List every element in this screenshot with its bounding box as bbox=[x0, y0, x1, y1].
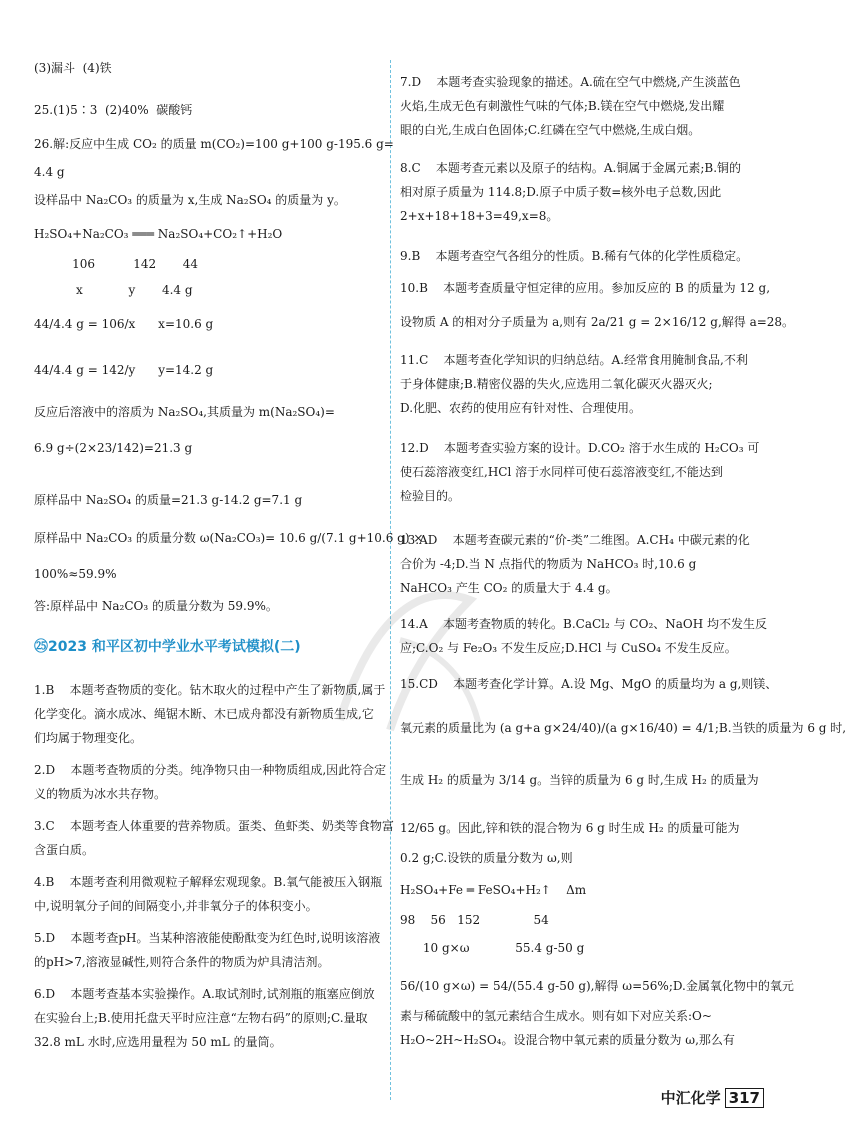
answer-line: 6.D 本题考查基本实验操作。A.取试剂时,试剂瓶的瓶塞应倒放 bbox=[34, 987, 375, 1001]
answer-line: 11.C 本题考查化学知识的归纳总结。A.经常食用腌制食品,不利 bbox=[400, 353, 748, 367]
answer-line: 火焰,生成无色有刺激性气味的气体;B.镁在空气中燃烧,发出耀 bbox=[400, 99, 725, 113]
answer-line: 8.C 本题考查元素以及原子的结构。A.铜属于金属元素;B.铜的 bbox=[400, 161, 742, 175]
answer-line: 原样品中 Na₂CO₃ 的质量分数 ω(Na₂CO₃)= 10.6 g/(7.1 g+10.6 g) × bbox=[34, 531, 424, 545]
brand-name: 中汇化学 bbox=[660, 1089, 721, 1107]
answer-line: 0.2 g;C.设铁的质量分数为 ω,则 bbox=[400, 851, 573, 865]
answer-line: 生成 H₂ 的质量为 3/14 g。当锌的质量为 6 g 时,生成 H₂ 的质量为 bbox=[400, 773, 759, 787]
answer-line: 化学变化。滴水成冰、绳锯木断、木已成舟都没有新物质生成,它 bbox=[34, 707, 374, 721]
answer-line: 9.B 本题考查空气各组分的性质。B.稀有气体的化学性质稳定。 bbox=[400, 249, 749, 263]
equation-line: x y 4.4 g bbox=[34, 283, 193, 297]
answer-line: 眼的白光,生成白色固体;C.红磷在空气中燃烧,生成白烟。 bbox=[400, 123, 701, 137]
answer-line: 14.A 本题考查物质的转化。B.CaCl₂ 与 CO₂、NaOH 均不发生反 bbox=[400, 617, 768, 631]
answer-line: 15.CD 本题考查化学计算。A.设 Mg、MgO 的质量均为 a g,则镁、 bbox=[400, 677, 778, 691]
answer-line: 12.D 本题考查实验方案的设计。D.CO₂ 溶于水生成的 H₂CO₃ 可 bbox=[400, 441, 760, 455]
answer-line: 素与稀硫酸中的氢元素结合生成水。则有如下对应关系:O~ bbox=[400, 1009, 712, 1023]
answer-line: 相对原子质量为 114.8;D.原子中质子数=核外电子总数,因此 bbox=[400, 185, 722, 199]
answer-line: 3.C 本题考查人体重要的营养物质。蛋类、鱼虾类、奶类等食物富 bbox=[34, 819, 394, 833]
answer-line: 7.D 本题考查实验现象的描述。A.硫在空气中燃烧,产生淡蓝色 bbox=[400, 75, 741, 89]
answer-line: 25.(1)5∶3 (2)40% 碳酸钙 bbox=[34, 103, 193, 117]
page-footer bbox=[650, 1069, 764, 1108]
answer-line: 12/65 g。因此,锌和铁的混合物为 6 g 时生成 H₂ 的质量可能为 bbox=[400, 821, 740, 835]
answer-line: 32.8 mL 水时,应选用量程为 50 mL 的量筒。 bbox=[34, 1035, 282, 1049]
answer-line: 100%≈59.9% bbox=[34, 567, 117, 581]
answer-line: 使石蕊溶液变红,HCl 溶于水同样可使石蕊溶液变红,不能达到 bbox=[400, 465, 723, 479]
answer-line: 1.B 本题考查物质的变化。钻木取火的过程中产生了新物质,属于 bbox=[34, 683, 386, 697]
answer-line: 答:原样品中 Na₂CO₃ 的质量分数为 59.9%。 bbox=[34, 599, 278, 613]
answer-line: 在实验台上;B.使用托盘天平时应注意“左物右码”的原则;C.量取 bbox=[34, 1011, 368, 1025]
section-title: ㉕2023 和平区初中学业水平考试模拟(二) bbox=[34, 639, 301, 655]
page-number: 317 bbox=[725, 1088, 764, 1108]
equation-line: 98 56 152 54 bbox=[400, 913, 549, 927]
answer-line: 设物质 A 的相对分子质量为 a,则有 2a/21 g = 2×16/12 g,解得 a=28。 bbox=[400, 315, 795, 329]
answer-line: 设样品中 Na₂CO₃ 的质量为 x,生成 Na₂SO₄ 的质量为 y。 bbox=[34, 193, 346, 207]
answer-line: 原样品中 Na₂SO₄ 的质量=21.3 g-14.2 g=7.1 g bbox=[34, 493, 303, 507]
answer-line: 于身体健康;B.精密仪器的失火,应选用二氧化碳灭火器灭火; bbox=[400, 377, 713, 391]
equation-line: 106 142 44 bbox=[34, 257, 199, 271]
answer-line: 检验目的。 bbox=[400, 489, 461, 503]
answer-line: 们均属于物理变化。 bbox=[34, 731, 143, 745]
answer-line: 26.解:反应中生成 CO₂ 的质量 m(CO₂)=100 g+100 g-195.6 g= bbox=[34, 137, 394, 151]
equation-line: H₂SO₄+Na₂CO₃ ═══ Na₂SO₄+CO₂↑+H₂O bbox=[34, 227, 283, 241]
answer-line: H₂O~2H~H₂SO₄。设混合物中氧元素的质量分数为 ω,那么有 bbox=[400, 1033, 735, 1047]
answer-line: 2.D 本题考查物质的分类。纯净物只由一种物质组成,因此符合定 bbox=[34, 763, 387, 777]
equation-line: 10 g×ω 55.4 g-50 g bbox=[400, 941, 585, 955]
answer-line: 5.D 本题考查pH。当某种溶液能使酚酞变为红色时,说明该溶液 bbox=[34, 931, 381, 945]
answer-line: 氧元素的质量比为 (a g+a g×24/40)/(a g×16/40) = 4/1;B.当铁的质量为 6 g 时, bbox=[400, 721, 846, 735]
answer-line: 56/(10 g×ω) = 54/(55.4 g-50 g),解得 ω=56%;D.金属氧化物中的氧元 bbox=[400, 979, 794, 993]
answer-line: 10.B 本题考查质量守恒定律的应用。参加反应的 B 的质量为 12 g, bbox=[400, 281, 771, 295]
answer-line: 中,说明氧分子间的间隔变小,并非氧分子的体积变小。 bbox=[34, 899, 318, 913]
answer-line: 13.AD 本题考查碳元素的“价-类”二维图。A.CH₄ 中碳元素的化 bbox=[400, 533, 750, 547]
answer-line: 合价为 -4;D.当 N 点指代的物质为 NaHCO₃ 时,10.6 g bbox=[400, 557, 697, 571]
answer-line: D.化肥、农药的使用应有针对性、合理使用。 bbox=[400, 401, 642, 415]
answer-line: 2+x+18+18+3=49,x=8。 bbox=[400, 209, 559, 223]
answer-line: 4.B 本题考查利用微观粒子解释宏观现象。B.氧气能被压入钢瓶 bbox=[34, 875, 383, 889]
equation-line: H₂SO₄+Fe ═ FeSO₄+H₂↑ Δm bbox=[400, 883, 587, 897]
answer-line: 4.4 g bbox=[34, 165, 65, 179]
answer-line: 6.9 g÷(2×23/142)=21.3 g bbox=[34, 441, 193, 455]
answer-line: NaHCO₃ 产生 CO₂ 的质量大于 4.4 g。 bbox=[400, 581, 618, 595]
answer-line: (3)漏斗 (4)铁 bbox=[34, 61, 112, 75]
answer-line: 应;C.O₂ 与 Fe₂O₃ 不发生反应;D.HCl 与 CuSO₄ 不发生反应。 bbox=[400, 641, 737, 655]
answer-line: 的pH>7,溶液显碱性,则符合条件的物质为炉具清洁剂。 bbox=[34, 955, 330, 969]
equation-line: 44/4.4 g = 142/y y=14.2 g bbox=[34, 363, 214, 377]
answer-line: 含蛋白质。 bbox=[34, 843, 95, 857]
equation-line: 44/4.4 g = 106/x x=10.6 g bbox=[34, 317, 214, 331]
answer-line: 反应后溶液中的溶质为 Na₂SO₄,其质量为 m(Na₂SO₄)= bbox=[34, 405, 335, 419]
answer-line: 义的物质为冰水共存物。 bbox=[34, 787, 167, 801]
